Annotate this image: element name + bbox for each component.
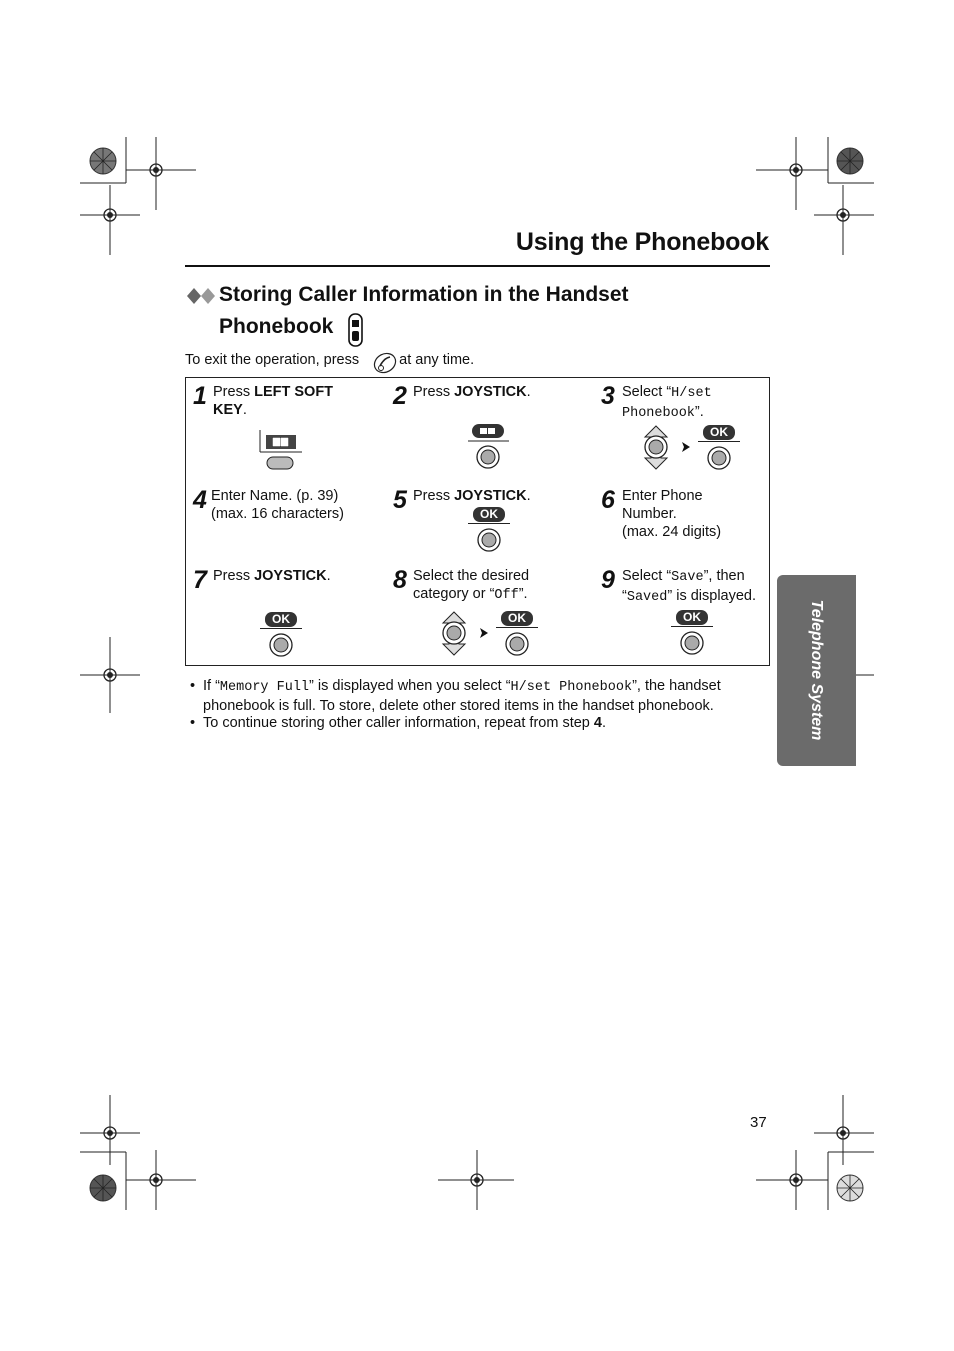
ok-badge-5: OK — [473, 507, 505, 522]
joystick-press-icon-9 — [677, 629, 707, 657]
off-button-icon — [372, 349, 400, 375]
step-text-2: Press JOYSTICK. — [413, 384, 531, 400]
step-number-1: 1 — [193, 382, 207, 410]
intro-after: at any time. — [399, 352, 475, 368]
step-text-1: Press LEFT SOFT KEY. — [213, 384, 334, 418]
joystick-press-icon-8 — [502, 630, 532, 658]
note-memory-full: • If “Memory Full” is displayed when you select “H/set Phonebook”, the handset phonebook is full. To store, delete other stored items in the handset phonebook. — [190, 678, 721, 714]
ok-badge-7: OK — [265, 612, 297, 627]
page-title: Using the Phonebook — [515, 228, 769, 256]
left-soft-key-icon — [258, 428, 304, 472]
step-text-8: Select the desired category or “Off”. — [413, 568, 530, 603]
step-number-6: 6 — [601, 486, 615, 514]
page-number: 37 — [750, 1114, 767, 1131]
arrow-right-icon-8 — [479, 627, 489, 639]
ok-underline-5 — [468, 523, 510, 524]
step-text-7: Press JOYSTICK. — [213, 568, 331, 584]
arrow-right-icon — [681, 441, 691, 453]
step-number-9: 9 — [601, 566, 615, 594]
section-title-line2: Phonebook — [219, 315, 334, 338]
step-number-5: 5 — [393, 486, 407, 514]
step-number-3: 3 — [601, 382, 615, 410]
double-diamond-icon — [186, 287, 218, 305]
side-tab-label: Telephone System — [808, 599, 825, 741]
ok-underline-7 — [260, 628, 302, 629]
joystick-phonebook-icon — [468, 422, 510, 472]
step-number-2: 2 — [393, 382, 407, 410]
handset-icon — [347, 313, 365, 347]
joystick-press-icon-7 — [266, 631, 296, 659]
step-text-3: Select “H/set Phonebook”. — [622, 384, 712, 421]
ok-underline-9 — [671, 626, 713, 627]
step-number-7: 7 — [193, 566, 207, 594]
joystick-press-icon-5 — [474, 526, 504, 554]
note-continue: • To continue storing other caller information, repeat from step 4. — [190, 715, 607, 731]
ok-badge-3: OK — [703, 425, 735, 440]
intro-before: To exit the operation, press — [185, 352, 360, 368]
joystick-press-icon-3 — [704, 444, 734, 472]
joystick-up-down-icon-8 — [438, 611, 470, 656]
ok-underline-8 — [496, 627, 538, 628]
ok-underline-3 — [698, 441, 740, 442]
step-text-4: Enter Name. (p. 39) (max. 16 characters) — [211, 488, 344, 522]
ok-badge-9: OK — [676, 610, 708, 625]
title-divider — [185, 265, 770, 267]
step-text-6: Enter Phone Number. (max. 24 digits) — [622, 488, 722, 540]
ok-badge-8: OK — [501, 611, 533, 626]
joystick-up-down-icon — [640, 425, 672, 470]
step-number-8: 8 — [393, 566, 407, 594]
intro-text — [185, 352, 474, 368]
step-number-4: 4 — [193, 486, 207, 514]
section-title-line1: Storing Caller Information in the Handset — [219, 283, 629, 306]
step-text-9: Select “Save”, then “Saved” is displayed. — [622, 568, 757, 605]
step-text-5: Press JOYSTICK. — [413, 488, 531, 504]
